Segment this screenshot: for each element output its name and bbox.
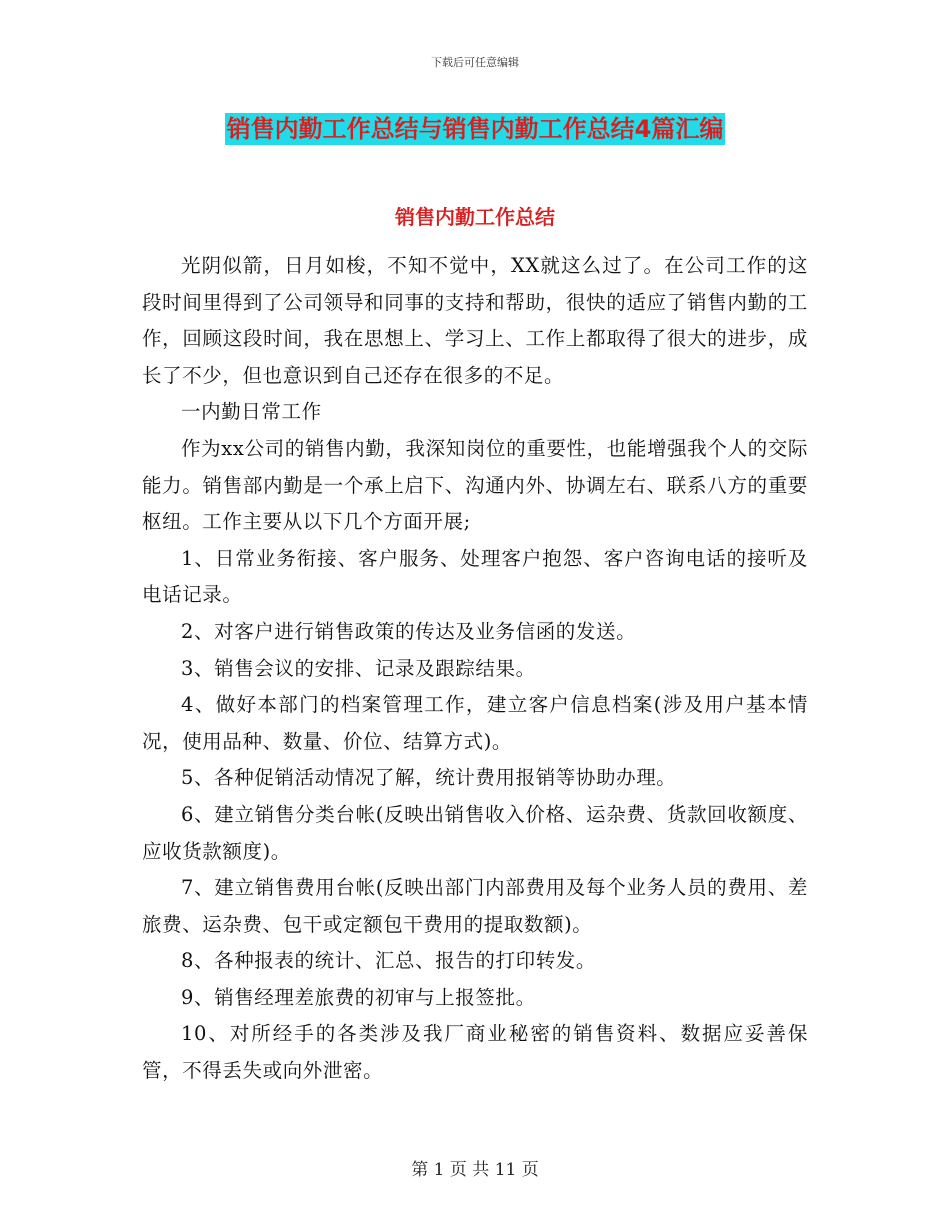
paragraph: 一内勤日常工作 [181,400,322,424]
list-item: 10、对所经手的各类涉及我厂商业秘密的销售资料、数据应妥善保管，不得丢失或向外泄密。 [142,1022,808,1083]
page-number-footer: 第 1 页 共 11 页 [411,1160,539,1180]
document-title [0,113,950,145]
list-item: 5、各种促销活动情况了解，统计费用报销等协助办理。 [181,766,677,790]
paragraph: 作为xx公司的销售内勤，我深知岗位的重要性，也能增强我个人的交际能力。销售部内勤是一个承上启下、沟通内外、协调左右、联系八方的重要枢纽。工作主要从以下几个方面开展; [142,436,808,534]
document-title-text: 销售内勤工作总结与销售内勤工作总结4篇汇编 [226,115,724,143]
list-item: 8、各种报表的统计、汇总、报告的打印转发。 [181,949,597,973]
document-body [142,248,808,1090]
list-item: 6、建立销售分类台帐(反映出销售收入价格、运杂费、货款回收额度、应收货款额度)。 [142,802,808,863]
paragraph: 光阴似箭，日月如梭，不知不觉中，XX就这么过了。在公司工作的这段时间里得到了公司领导和同事的支持和帮助，很快的适应了销售内勤的工作，回顾这段时间，我在思想上、学习上、工作上都取得了很大的进步，成长了不少，但也意识到自己还存在很多的不足。 [142,254,808,387]
list-item: 4、做好本部门的档案管理工作，建立客户信息档案(涉及用户基本情况，使用品种、数量、价位、结算方式)。 [142,693,808,753]
list-item: 1、日常业务衔接、客户服务、处理客户抱怨、客户咨询电话的接听及电话记录。 [142,546,808,607]
header-note: 下载后可任意编辑 [431,56,519,69]
list-item: 9、销售经理差旅费的初审与上报签批。 [181,985,536,1009]
list-item: 3、销售会议的安排、记录及跟踪结果。 [181,656,536,680]
section-title: 销售内勤工作总结 [395,205,555,229]
list-item: 7、建立销售费用台帐(反映出部门内部费用及每个业务人员的费用、差旅费、运杂费、包干或定额包干费用的提取数额)。 [142,876,808,936]
list-item: 2、对客户进行销售政策的传达及业务信函的发送。 [181,619,637,643]
